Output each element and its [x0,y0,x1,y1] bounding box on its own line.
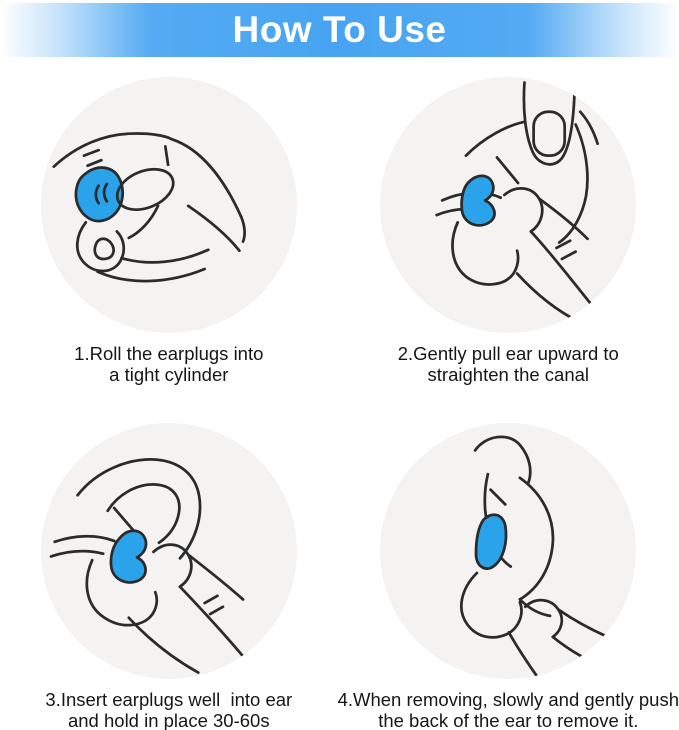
step-1-caption-line1: 1.Roll the earplugs into [74,343,264,364]
step-3-caption [45,689,292,730]
step-3-caption-line2: and hold in place 30-60s [67,710,270,730]
step-4-caption-line2: the back of the ear to remove it. [378,710,639,730]
step-4-circle [380,423,636,679]
step-3-caption-line1: 3.Insert earplugs well into ear [45,689,293,710]
page-title: How To Use [232,9,447,50]
step-1-circle [41,77,297,333]
step-2-circle [380,77,636,333]
step-4-caption [338,689,679,730]
header-banner [0,3,679,57]
step-1-caption-line2: a tight cylinder [109,364,229,385]
step-1 [0,77,338,385]
step-2-caption [398,343,619,385]
step-1-caption [74,343,263,385]
step-3-circle [41,423,297,679]
step-3 [0,423,338,730]
step-4-caption-line1: 4.When removing, slowly and gently push [337,689,679,710]
step-4 [338,423,679,730]
insert-earplug-into-ear-illustration [41,423,297,679]
hand-rolling-earplug-illustration [41,77,297,333]
pull-ear-upward-illustration [380,77,636,333]
how-to-use-infographic [0,3,679,730]
steps-grid [0,77,679,730]
step-2-caption-line1: 2.Gently pull ear upward to [397,343,619,364]
step-2-caption-line2: straighten the canal [427,364,590,385]
step-2 [338,77,679,385]
push-back-of-ear-illustration [380,423,636,679]
